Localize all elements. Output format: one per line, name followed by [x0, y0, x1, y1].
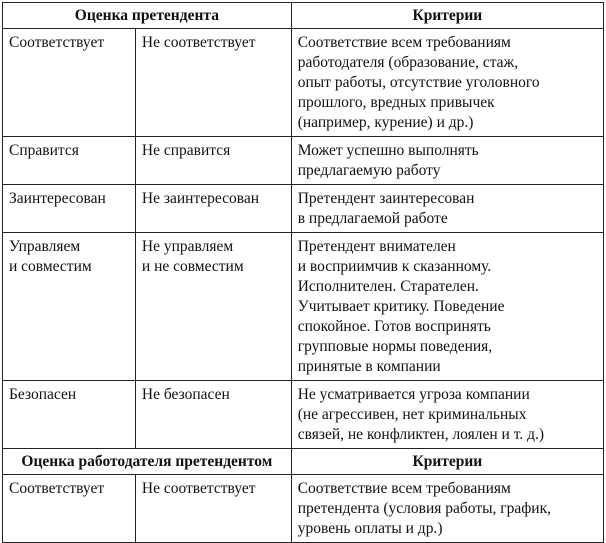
cell-criteria	[291, 185, 603, 233]
cell-negative: Не соответствует	[135, 475, 291, 543]
criteria-line: опыт работы, отсутствие уголовного	[297, 74, 540, 91]
table-row	[3, 381, 604, 449]
table-row	[3, 29, 604, 137]
criteria-line: Претендент заинтересован	[297, 190, 475, 207]
criteria-line: спокойное. Готов воспринять	[297, 318, 491, 335]
cell-criteria	[291, 475, 603, 543]
criteria-line: групповые нормы поведения,	[297, 338, 493, 355]
criteria-line: Соответствие всем требованиям	[297, 34, 511, 51]
cell-line: и совместим	[9, 258, 92, 275]
cell-criteria	[291, 29, 603, 137]
cell-positive: Безопасен	[3, 381, 136, 449]
table-row	[3, 475, 604, 543]
criteria-line: Может успешно выполнять	[297, 142, 479, 159]
cell-criteria	[291, 137, 603, 185]
table-row	[3, 233, 604, 381]
criteria-line: и восприимчив к сказанному.	[297, 258, 492, 275]
criteria-line: Соответствие всем требованиям	[297, 480, 511, 497]
cell-positive: Заинтересован	[3, 185, 136, 233]
header-criteria: Критерии	[291, 3, 603, 29]
header-row	[3, 3, 604, 29]
cell-negative: Не заинтересован	[135, 185, 291, 233]
criteria-line: Исполнителен. Старателен.	[297, 278, 479, 295]
criteria-line: принятые в компании	[297, 358, 441, 375]
header-criteria: Критерии	[291, 449, 603, 475]
criteria-line: прошлого, вредных привычек	[297, 94, 495, 111]
header-candidate-assessment: Оценка претендента	[3, 3, 292, 29]
criteria-line: (не агрессивен, нет криминальных	[297, 406, 527, 423]
header-row	[3, 449, 604, 475]
cell-line: Управляем	[9, 238, 81, 255]
table-row	[3, 185, 604, 233]
table-row	[3, 137, 604, 185]
criteria-line: Учитывает критику. Поведение	[297, 298, 505, 315]
criteria-line: связей, не конфликтен, лоялен и т. д.)	[297, 426, 544, 443]
cell-negative	[135, 233, 291, 381]
criteria-line: Не усматривается угроза компании	[297, 386, 530, 403]
criteria-line: предлагаемую работу	[297, 162, 441, 179]
criteria-line: Претендент внимателен	[297, 238, 456, 255]
cell-criteria	[291, 233, 603, 381]
cell-negative: Не безопасен	[135, 381, 291, 449]
criteria-line: (например, курение) и др.)	[297, 114, 474, 131]
criteria-line: уровень оплаты и др.)	[297, 520, 443, 537]
criteria-line: претендента (условия работы, график,	[297, 500, 551, 517]
cell-criteria	[291, 381, 603, 449]
criteria-line: работодателя (образование, стаж,	[297, 54, 519, 71]
cell-positive: Справится	[3, 137, 136, 185]
cell-positive: Соответствует	[3, 475, 136, 543]
criteria-line: в предлагаемой работе	[297, 210, 448, 227]
assessment-table	[2, 2, 604, 543]
cell-positive: Соответствует	[3, 29, 136, 137]
cell-line: Не управляем	[141, 238, 234, 255]
cell-negative: Не соответствует	[135, 29, 291, 137]
header-employer-assessment: Оценка работодателя претендентом	[3, 449, 292, 475]
cell-negative: Не справится	[135, 137, 291, 185]
cell-positive	[3, 233, 136, 381]
cell-line: и не совместим	[141, 258, 244, 275]
